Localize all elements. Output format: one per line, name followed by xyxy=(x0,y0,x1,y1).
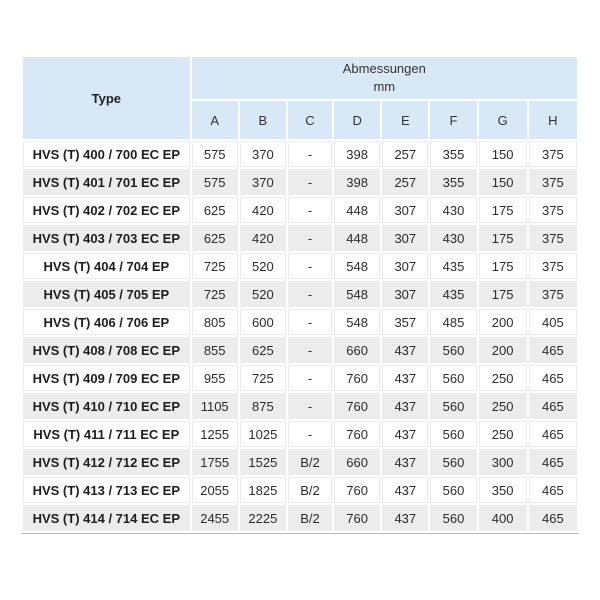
value-cell: 2455 xyxy=(192,505,238,531)
value-cell: 1025 xyxy=(240,421,286,447)
group-header-row xyxy=(23,57,577,99)
value-cell: 175 xyxy=(479,197,527,223)
value-cell: - xyxy=(288,225,332,251)
value-cell: 375 xyxy=(529,225,577,251)
type-column-header: Type xyxy=(23,57,190,139)
value-cell: 875 xyxy=(240,393,286,419)
value-cell: 1255 xyxy=(192,421,238,447)
value-cell: 435 xyxy=(430,281,476,307)
value-cell: 465 xyxy=(529,337,577,363)
value-cell: 560 xyxy=(430,449,476,475)
value-cell: 437 xyxy=(382,421,428,447)
value-cell: 370 xyxy=(240,141,286,167)
table-row xyxy=(23,393,577,419)
value-cell: 355 xyxy=(430,141,476,167)
value-cell: 375 xyxy=(529,141,577,167)
value-cell: 307 xyxy=(382,225,428,251)
value-cell: - xyxy=(288,421,332,447)
value-cell: 175 xyxy=(479,225,527,251)
value-cell: 575 xyxy=(192,141,238,167)
value-cell: 465 xyxy=(529,449,577,475)
value-cell: 375 xyxy=(529,281,577,307)
value-cell: 2225 xyxy=(240,505,286,531)
column-header-c: C xyxy=(288,101,332,139)
value-cell: 250 xyxy=(479,421,527,447)
value-cell: - xyxy=(288,197,332,223)
group-header-line2: mm xyxy=(373,79,396,94)
value-cell: 150 xyxy=(479,141,527,167)
value-cell: 257 xyxy=(382,141,428,167)
column-header-d: D xyxy=(334,101,380,139)
value-cell: 357 xyxy=(382,309,428,335)
value-cell: 600 xyxy=(240,309,286,335)
value-cell: 1105 xyxy=(192,393,238,419)
value-cell: 575 xyxy=(192,169,238,195)
value-cell: 2055 xyxy=(192,477,238,503)
value-cell: 398 xyxy=(334,169,380,195)
value-cell: 560 xyxy=(430,421,476,447)
value-cell: 520 xyxy=(240,253,286,279)
value-cell: 375 xyxy=(529,197,577,223)
value-cell: 625 xyxy=(192,225,238,251)
table-row xyxy=(23,253,577,279)
value-cell: 300 xyxy=(479,449,527,475)
value-cell: 560 xyxy=(430,337,476,363)
value-cell: - xyxy=(288,365,332,391)
value-cell: 400 xyxy=(479,505,527,531)
value-cell: B/2 xyxy=(288,477,332,503)
value-cell: 420 xyxy=(240,197,286,223)
value-cell: 725 xyxy=(240,365,286,391)
value-cell: 955 xyxy=(192,365,238,391)
value-cell: 307 xyxy=(382,253,428,279)
value-cell: 307 xyxy=(382,197,428,223)
table-row xyxy=(23,225,577,251)
value-cell: 625 xyxy=(240,337,286,363)
value-cell: 485 xyxy=(430,309,476,335)
type-cell: HVS (T) 412 / 712 EC EP xyxy=(23,449,190,475)
type-cell: HVS (T) 400 / 700 EC EP xyxy=(23,141,190,167)
value-cell: 560 xyxy=(430,393,476,419)
value-cell: 855 xyxy=(192,337,238,363)
table-row xyxy=(23,449,577,475)
value-cell: - xyxy=(288,281,332,307)
value-cell: 548 xyxy=(334,309,380,335)
type-cell: HVS (T) 408 / 708 EC EP xyxy=(23,337,190,363)
dimensions-table xyxy=(21,55,579,534)
value-cell: 548 xyxy=(334,253,380,279)
value-cell: 437 xyxy=(382,477,428,503)
value-cell: 560 xyxy=(430,477,476,503)
value-cell: 625 xyxy=(192,197,238,223)
value-cell: B/2 xyxy=(288,505,332,531)
table-row xyxy=(23,505,577,531)
value-cell: 760 xyxy=(334,393,380,419)
type-cell: HVS (T) 404 / 704 EP xyxy=(23,253,190,279)
value-cell: 375 xyxy=(529,253,577,279)
column-header-a: A xyxy=(192,101,238,139)
table-body xyxy=(23,141,577,531)
value-cell: 448 xyxy=(334,197,380,223)
value-cell: 250 xyxy=(479,393,527,419)
value-cell: 548 xyxy=(334,281,380,307)
value-cell: - xyxy=(288,253,332,279)
value-cell: 420 xyxy=(240,225,286,251)
type-cell: HVS (T) 402 / 702 EC EP xyxy=(23,197,190,223)
table-row xyxy=(23,141,577,167)
value-cell: 370 xyxy=(240,169,286,195)
column-header-g: G xyxy=(479,101,527,139)
value-cell: 465 xyxy=(529,505,577,531)
value-cell: 437 xyxy=(382,365,428,391)
value-cell: 175 xyxy=(479,253,527,279)
value-cell: - xyxy=(288,393,332,419)
table-row xyxy=(23,477,577,503)
value-cell: - xyxy=(288,337,332,363)
value-cell: 465 xyxy=(529,421,577,447)
value-cell: 307 xyxy=(382,281,428,307)
value-cell: - xyxy=(288,169,332,195)
value-cell: 760 xyxy=(334,421,380,447)
column-header-h: H xyxy=(529,101,577,139)
type-cell: HVS (T) 403 / 703 EC EP xyxy=(23,225,190,251)
value-cell: 375 xyxy=(529,169,577,195)
value-cell: 560 xyxy=(430,365,476,391)
table-row xyxy=(23,197,577,223)
column-header-b: B xyxy=(240,101,286,139)
type-cell: HVS (T) 413 / 713 EC EP xyxy=(23,477,190,503)
type-cell: HVS (T) 410 / 710 EC EP xyxy=(23,393,190,419)
group-header-line1: Abmessungen xyxy=(342,61,426,77)
type-cell: HVS (T) 406 / 706 EP xyxy=(23,309,190,335)
dimensions-table-container xyxy=(21,55,579,534)
value-cell: 465 xyxy=(529,365,577,391)
value-cell: 465 xyxy=(529,477,577,503)
table-row xyxy=(23,281,577,307)
value-cell: 1525 xyxy=(240,449,286,475)
value-cell: 1755 xyxy=(192,449,238,475)
value-cell: 448 xyxy=(334,225,380,251)
type-cell: HVS (T) 414 / 714 EC EP xyxy=(23,505,190,531)
value-cell: 175 xyxy=(479,281,527,307)
value-cell: 660 xyxy=(334,337,380,363)
value-cell: 760 xyxy=(334,365,380,391)
column-header-e: E xyxy=(382,101,428,139)
value-cell: 250 xyxy=(479,365,527,391)
value-cell: 437 xyxy=(382,337,428,363)
value-cell: 350 xyxy=(479,477,527,503)
value-cell: 200 xyxy=(479,309,527,335)
value-cell: 405 xyxy=(529,309,577,335)
value-cell: 200 xyxy=(479,337,527,363)
table-row xyxy=(23,309,577,335)
value-cell: 725 xyxy=(192,253,238,279)
column-header-f: F xyxy=(430,101,476,139)
value-cell: 355 xyxy=(430,169,476,195)
value-cell: B/2 xyxy=(288,449,332,475)
value-cell: 560 xyxy=(430,505,476,531)
value-cell: 437 xyxy=(382,393,428,419)
value-cell: 465 xyxy=(529,393,577,419)
dimensions-group-header xyxy=(192,57,577,99)
type-cell: HVS (T) 401 / 701 EC EP xyxy=(23,169,190,195)
value-cell: 430 xyxy=(430,197,476,223)
value-cell: 435 xyxy=(430,253,476,279)
value-cell: 760 xyxy=(334,505,380,531)
table-row xyxy=(23,421,577,447)
value-cell: - xyxy=(288,141,332,167)
value-cell: 805 xyxy=(192,309,238,335)
value-cell: 725 xyxy=(192,281,238,307)
value-cell: 398 xyxy=(334,141,380,167)
type-cell: HVS (T) 411 / 711 EC EP xyxy=(23,421,190,447)
value-cell: 760 xyxy=(334,477,380,503)
value-cell: 660 xyxy=(334,449,380,475)
value-cell: - xyxy=(288,309,332,335)
value-cell: 430 xyxy=(430,225,476,251)
type-cell: HVS (T) 409 / 709 EC EP xyxy=(23,365,190,391)
table-row xyxy=(23,365,577,391)
table-row xyxy=(23,337,577,363)
type-cell: HVS (T) 405 / 705 EP xyxy=(23,281,190,307)
table-row xyxy=(23,169,577,195)
value-cell: 150 xyxy=(479,169,527,195)
value-cell: 437 xyxy=(382,449,428,475)
value-cell: 520 xyxy=(240,281,286,307)
value-cell: 257 xyxy=(382,169,428,195)
value-cell: 1825 xyxy=(240,477,286,503)
value-cell: 437 xyxy=(382,505,428,531)
